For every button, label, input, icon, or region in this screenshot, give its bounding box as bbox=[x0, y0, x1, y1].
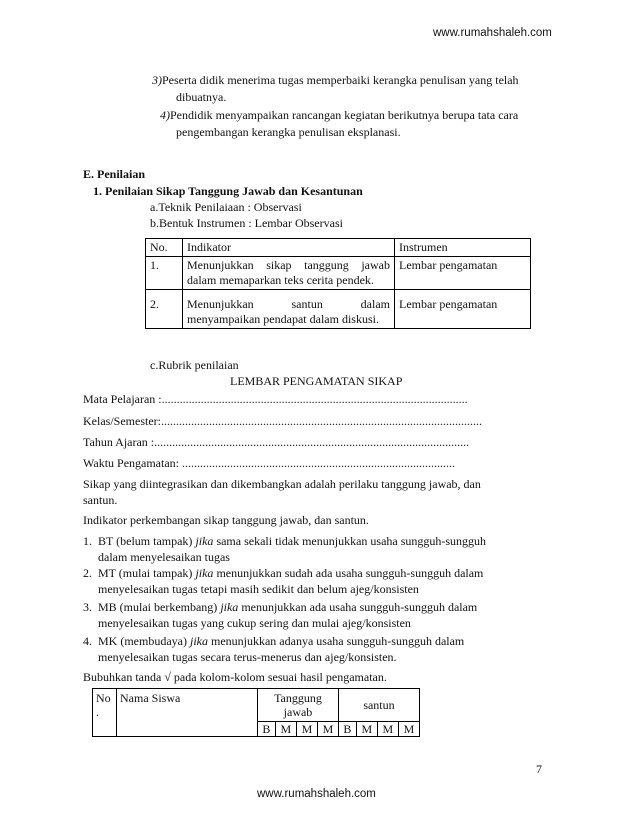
paragraph-1-line2: santun. bbox=[83, 493, 118, 507]
table-row bbox=[146, 290, 531, 329]
page-number: 7 bbox=[536, 762, 542, 776]
criteria-item-line2: menyelesaikan tugas tetapi masih sedikit dan belum ajeg/konsisten bbox=[98, 582, 419, 596]
paragraph-2: Indikator perkembangan sikap tanggung jawab, dan santun. bbox=[83, 513, 369, 527]
subcol-b: B bbox=[338, 722, 356, 737]
subcol-b: B bbox=[258, 722, 276, 737]
score-table-header bbox=[93, 689, 420, 722]
score-header-santun: santun bbox=[338, 689, 419, 722]
header-instrumen: Instrumen bbox=[395, 239, 531, 257]
subcol-m: M bbox=[275, 722, 296, 737]
header-indikator: Indikator bbox=[183, 239, 395, 257]
instruction-text: Bubuhkan tanda √ pada kolom-kolom sesuai hasil pengamatan. bbox=[83, 670, 387, 684]
subcol-m: M bbox=[296, 722, 317, 737]
section-subheading: 1. Penilaian Sikap Tanggung Jawab dan Kesantunan bbox=[93, 184, 363, 198]
instrument-item: b.Bentuk Instrumen : Lembar Observasi bbox=[150, 216, 343, 230]
footer-site: www.rumahshaleh.com bbox=[257, 788, 376, 800]
indicator-table-header bbox=[146, 239, 531, 257]
header-site: www.rumahshaleh.com bbox=[433, 27, 552, 39]
row-no: 2. bbox=[146, 290, 183, 329]
step-4-number: 4) bbox=[160, 108, 170, 122]
technique-item: a.Teknik Penilaiaan : Observasi bbox=[150, 200, 302, 214]
step-3-line1: 3)Peserta didik menerima tugas memperbaiki kerangka penulisan yang telah bbox=[152, 73, 519, 87]
rubric-title: LEMBAR PENGAMATAN SIKAP bbox=[230, 374, 403, 388]
subcol-m: M bbox=[317, 722, 338, 737]
subcol-m: M bbox=[377, 722, 398, 737]
row-no: 1. bbox=[146, 257, 183, 290]
rubric-label: c.Rubrik penilaian bbox=[150, 358, 239, 372]
subcol-m: M bbox=[398, 722, 419, 737]
criteria-item-line2: dalam menyelesaikan tugas bbox=[98, 550, 230, 564]
subcol-m: M bbox=[356, 722, 377, 737]
indicator-table bbox=[145, 238, 531, 329]
score-table bbox=[92, 688, 420, 737]
step-4-line1: 4)Pendidik menyampaikan rancangan kegiatan berikutnya berupa tata cara bbox=[160, 108, 519, 122]
criteria-item: 2. MT (mulai tampak) jika menunjukkan sudah ada usaha sungguh-sungguh dalam bbox=[83, 566, 484, 580]
field-tahun-ajaran: Tahun Ajaran :......................................................................................................... bbox=[83, 435, 470, 449]
score-header-name: Nama Siswa bbox=[117, 689, 258, 737]
score-header-tanggung-jawab: Tanggung jawab bbox=[258, 689, 339, 722]
section-heading: E. Penilaian bbox=[83, 167, 146, 181]
criteria-item: 1. BT (belum tampak) jika sama sekali tidak menunjukkan usaha sungguh-sungguh bbox=[83, 534, 487, 548]
criteria-item: 4. MK (membudaya) jika menunjukkan adanya usaha sungguh-sungguh dalam bbox=[83, 634, 465, 648]
field-mata-pelajaran: Mata Pelajaran :...................................................................................................... bbox=[83, 392, 468, 406]
field-kelas-semester: Kelas/Semester:........................................................................................................... bbox=[83, 414, 482, 428]
step-3-line2: dibuatnya. bbox=[176, 90, 227, 104]
row-indikator: Menunjukkan sikap tanggung jawab dalam memaparkan teks cerita pendek. bbox=[183, 257, 395, 290]
table-row bbox=[146, 257, 531, 290]
step-4-line2: pengembangan kerangka penulisan eksplanasi. bbox=[176, 125, 401, 139]
criteria-item-line2: menyelesaikan tugas yang cukup sering dan mulai ajeg/konsisten bbox=[98, 616, 411, 630]
criteria-item-line2: menyelesaikan tugas secara terus-menerus dan ajeg/konsisten. bbox=[98, 650, 397, 664]
row-instrumen: Lembar pengamatan bbox=[395, 290, 531, 329]
header-no: No. bbox=[146, 239, 183, 257]
score-header-no: No . bbox=[93, 689, 117, 737]
row-instrumen: Lembar pengamatan bbox=[395, 257, 531, 290]
criteria-item: 3. MB (mulai berkembang) jika menunjukkan ada usaha sungguh-sungguh dalam bbox=[83, 600, 478, 614]
row-indikator: Menunjukkan santun dalam menyampaikan pendapat dalam diskusi. bbox=[183, 290, 395, 329]
step-3-number: 3) bbox=[152, 73, 162, 87]
field-waktu-pengamatan: Waktu Pengamatan: ........................................................................................... bbox=[83, 456, 456, 470]
paragraph-1-line1: Sikap yang diintegrasikan dan dikembangkan adalah perilaku tanggung jawab, dan bbox=[83, 477, 481, 491]
